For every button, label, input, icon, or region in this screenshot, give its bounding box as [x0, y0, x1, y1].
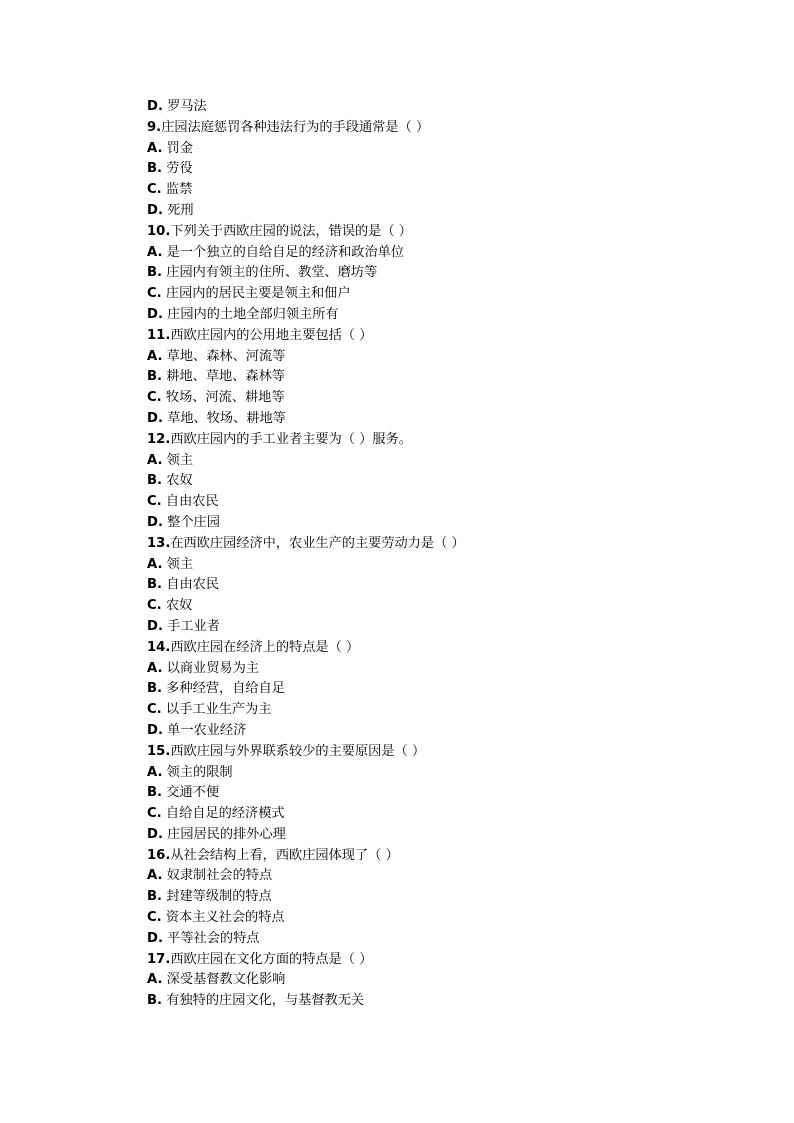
question-number: 13. — [147, 535, 171, 551]
answer-option — [147, 451, 707, 472]
answer-option — [147, 263, 707, 284]
answer-option — [147, 721, 707, 742]
option-letter: A. — [147, 452, 163, 468]
option-letter: B. — [147, 577, 163, 593]
question-stem — [147, 222, 707, 243]
option-letter: B. — [147, 889, 163, 905]
question-number: 15. — [147, 743, 171, 759]
answer-option — [147, 596, 707, 617]
option-text: 自由农民 — [165, 494, 219, 510]
option-text: 农奴 — [165, 598, 193, 614]
answer-option — [147, 555, 707, 576]
option-letter: C. — [147, 182, 162, 198]
option-text: 庄园居民的排外心理 — [167, 826, 286, 842]
option-text: 深受基督教文化影响 — [166, 972, 286, 988]
question-stem — [147, 950, 707, 971]
option-text: 整个庄园 — [167, 514, 220, 530]
option-letter: C. — [147, 390, 162, 406]
option-text: 领主 — [166, 452, 194, 468]
option-letter: C. — [147, 598, 162, 614]
question-text: 西欧庄园在经济上的特点是（ ） — [170, 639, 360, 655]
option-text: 以商业贸易为主 — [166, 660, 259, 676]
option-text: 封建等级制的特点 — [166, 889, 272, 905]
question-text: 下列关于西欧庄园的说法，错误的是（ ） — [170, 223, 412, 239]
option-text: 单一农业经济 — [167, 722, 247, 738]
option-text: 有独特的庄园文化，与基督教无关 — [166, 993, 365, 1009]
question-stem — [147, 638, 707, 659]
question-text: 从社会结构上看，西欧庄园体现了（ ） — [170, 847, 399, 863]
answer-option — [147, 159, 707, 180]
option-text: 监禁 — [165, 182, 193, 198]
option-letter: B. — [147, 369, 163, 385]
option-text: 罚金 — [166, 140, 194, 156]
option-text: 农奴 — [166, 473, 193, 489]
option-text: 领主 — [166, 556, 194, 572]
option-letter: D. — [147, 306, 163, 322]
option-text: 自由农民 — [166, 577, 220, 593]
answer-option — [147, 471, 707, 492]
option-letter: B. — [147, 265, 163, 281]
answer-option — [147, 305, 707, 326]
option-letter: A. — [147, 348, 163, 364]
option-letter: B. — [147, 993, 163, 1009]
answer-option — [147, 367, 707, 388]
option-letter: A. — [147, 868, 163, 884]
option-text: 平等社会的特点 — [167, 930, 260, 946]
question-stem — [147, 846, 707, 867]
option-text: 多种经营，自给自足 — [166, 681, 285, 697]
option-text: 资本主义社会的特点 — [165, 910, 285, 926]
question-text: 在西欧庄园经济中，农业生产的主要劳动力是（ ） — [170, 535, 465, 551]
answer-option — [147, 180, 707, 201]
option-letter: C. — [147, 806, 162, 822]
option-text: 以手工业生产为主 — [165, 702, 272, 718]
answer-option — [147, 201, 707, 222]
option-text: 是一个独立的自给自足的经济和政治单位 — [166, 244, 405, 260]
option-text: 劳役 — [166, 161, 193, 177]
answer-option — [147, 575, 707, 596]
option-text: 手工业者 — [167, 618, 220, 634]
option-text: 庄园内有领主的住所、教堂、磨坊等 — [166, 265, 378, 281]
answer-option — [147, 409, 707, 430]
option-letter: C. — [147, 494, 162, 510]
question-stem — [147, 118, 707, 139]
option-letter: A. — [147, 660, 163, 676]
answer-option — [147, 700, 707, 721]
option-letter: B. — [147, 681, 163, 697]
option-letter: D. — [147, 514, 163, 530]
option-text: 死刑 — [167, 202, 194, 218]
question-stem — [147, 430, 707, 451]
question-text: 西欧庄园内的公用地主要包括（ ） — [170, 327, 373, 343]
answer-option — [147, 243, 707, 264]
question-number: 11. — [147, 327, 171, 343]
option-letter: A. — [147, 244, 163, 260]
question-number: 9. — [147, 119, 162, 135]
answer-option — [147, 617, 707, 638]
answer-option — [147, 284, 707, 305]
answer-option — [147, 492, 707, 513]
option-text: 庄园内的土地全部归领主所有 — [167, 306, 339, 322]
question-text: 庄园法庭惩罚各种违法行为的手段通常是（ ） — [161, 119, 430, 135]
answer-option — [147, 887, 707, 908]
answer-option — [147, 804, 707, 825]
question-text: 西欧庄园内的手工业者主要为（ ）服务。 — [170, 431, 412, 447]
answer-option — [147, 763, 707, 784]
option-letter: A. — [147, 556, 163, 572]
option-text: 领主的限制 — [166, 764, 233, 780]
option-letter: B. — [147, 473, 163, 489]
option-text: 庄园内的居民主要是领主和佃户 — [165, 286, 351, 302]
answer-option — [147, 908, 707, 929]
answer-option — [147, 825, 707, 846]
option-letter: D. — [147, 99, 163, 114]
option-letter: D. — [147, 410, 163, 426]
option-letter: C. — [147, 702, 162, 718]
question-number: 14. — [147, 639, 171, 655]
option-text: 草地、森林、河流等 — [166, 348, 286, 364]
answer-option — [147, 659, 707, 680]
answer-option — [147, 991, 707, 1012]
answer-option — [147, 679, 707, 700]
option-letter: A. — [147, 764, 163, 780]
option-letter: A. — [147, 972, 163, 988]
option-letter: B. — [147, 161, 163, 177]
option-letter: D. — [147, 930, 163, 946]
option-text: 耕地、草地、森林等 — [166, 369, 285, 385]
question-number: 17. — [147, 951, 171, 967]
question-stem — [147, 534, 707, 555]
option-text: 交通不便 — [166, 785, 220, 801]
option-text: 罗马法 — [167, 99, 207, 114]
option-letter: D. — [147, 722, 163, 738]
option-letter: A. — [147, 140, 163, 156]
option-text: 自给自足的经济模式 — [165, 806, 285, 822]
option-text: 奴隶制社会的特点 — [166, 868, 273, 884]
question-text: 西欧庄园与外界联系较少的主要原因是（ ） — [170, 743, 426, 759]
option-text: 牧场、河流、耕地等 — [165, 390, 285, 406]
answer-option — [147, 866, 707, 887]
answer-option — [147, 388, 707, 409]
question-stem — [147, 326, 707, 347]
option-letter: D. — [147, 618, 163, 634]
question-number: 12. — [147, 431, 171, 447]
answer-option — [147, 513, 707, 534]
option-letter: C. — [147, 910, 162, 926]
option-letter: B. — [147, 785, 163, 801]
question-number: 16. — [147, 847, 171, 863]
answer-option — [147, 970, 707, 991]
option-letter: D. — [147, 826, 163, 842]
question-number: 10. — [147, 223, 171, 239]
answer-option — [147, 929, 707, 950]
question-list — [147, 97, 707, 1012]
option-text: 草地、牧场、耕地等 — [167, 410, 286, 426]
option-letter: C. — [147, 286, 162, 302]
answer-option — [147, 347, 707, 368]
answer-option — [147, 783, 707, 804]
question-stem — [147, 742, 707, 763]
option-letter: D. — [147, 202, 163, 218]
answer-option — [147, 97, 707, 118]
answer-option — [147, 139, 707, 160]
question-text: 西欧庄园在文化方面的特点是（ ） — [170, 951, 373, 967]
